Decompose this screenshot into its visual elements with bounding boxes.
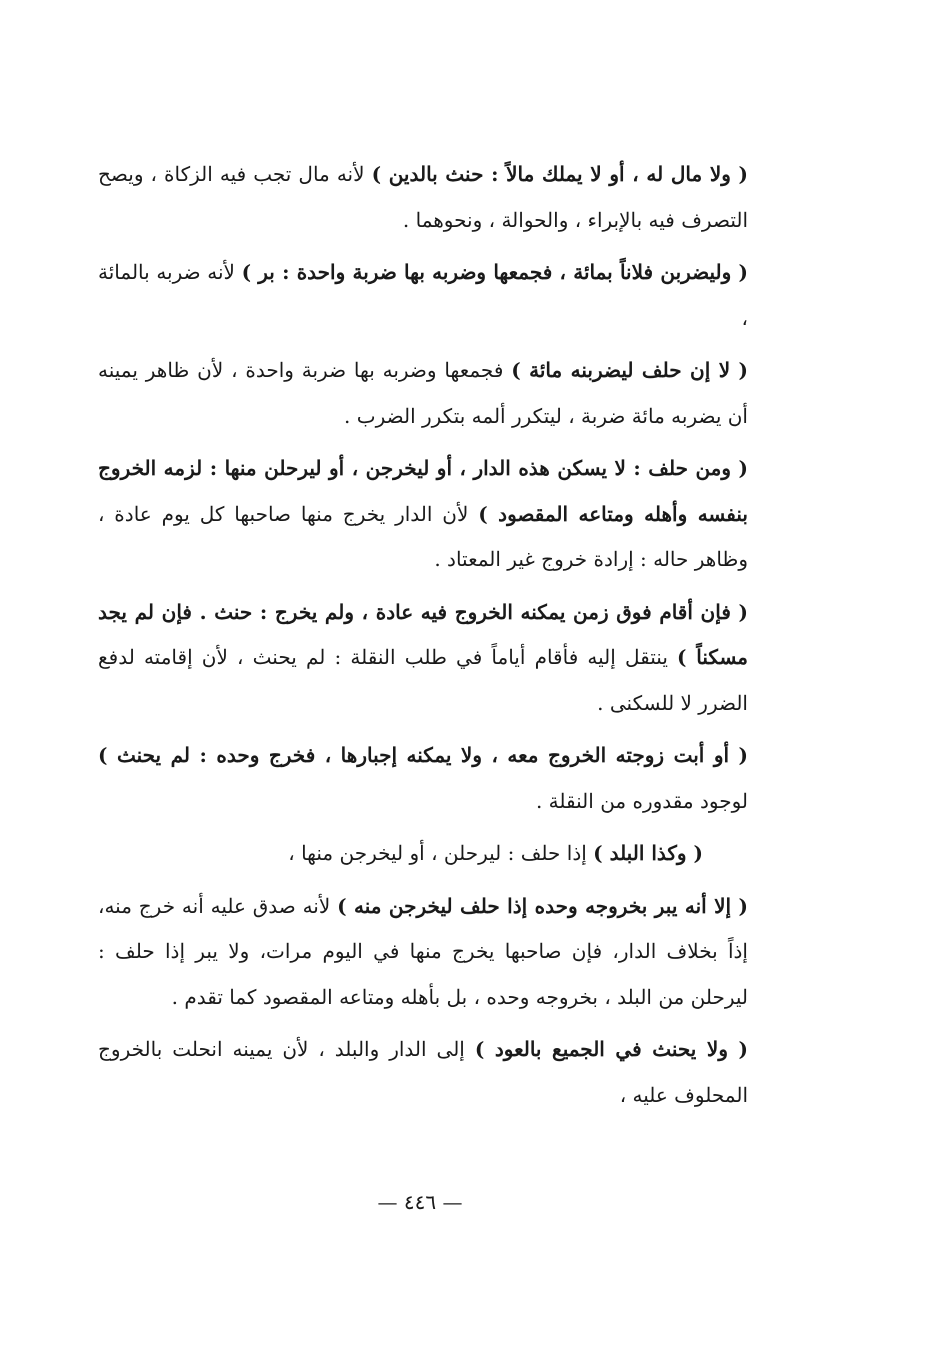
sharh-text: لأن الدار يخرج منها صاحبها كل يوم عادة ، وظاهر حاله : إرادة خروج غير المعتاد .: [98, 501, 748, 571]
matn-text: ( فإن أقام فوق زمن يمكنه الخروج فيه عادة ، ولم يخرج : حنث . فإن لم يجد مسكناً ): [98, 599, 748, 669]
sharh-text: لأنه صدق عليه أنه خرج منه، إذاً بخلاف الدار، فإن صاحبها يخرج منها في اليوم مرات، ولا يبر إذا حلف : ليرحلن من البلد ، بخروجه وحده ، بل بأهله ومتاعه المقصود كما تقدم .: [98, 893, 748, 1009]
paragraph-5: [98, 590, 748, 727]
matn-text: ( ومن حلف : لا يسكن هذه الدار ، أو ليخرجن ، أو ليرحلن منها : لزمه الخروج بنفسه وأهله ومتاعه المقصود ): [98, 456, 749, 526]
paragraph-6: [98, 733, 748, 824]
matn-text: ( ولا مال له ، أو لا يملك مالاً : حنث بالدين ): [371, 162, 749, 186]
paragraph-8: [98, 884, 748, 1021]
matn-text: ( وليضربن فلاناً بمائة ، فجمعها وضربه بها ضربة واحدة : بر ): [241, 260, 748, 284]
paragraph-1: [98, 152, 748, 243]
matn-text: ( ولا يحنث في الجميع بالعود ): [474, 1037, 749, 1061]
paragraph-3: [98, 348, 748, 439]
sharh-text: ينتقل إليه فأقام أياماً في طلب النقلة : لم يحنث ، لأن إقامته لدفع الضرر لا للسكنى .: [98, 645, 748, 715]
page-number: — ٤٤٦ —: [377, 1190, 463, 1214]
paragraph-4: [98, 446, 748, 583]
sharh-text: لوجود مقدوره من النقلة .: [535, 788, 748, 813]
sharh-text: إذا حلف : ليرحلن ، أو ليخرجن منها ،: [288, 841, 594, 865]
paragraph-2: [98, 250, 748, 341]
paragraph-7: [98, 831, 748, 877]
sharh-text: لأنه مال تجب فيه الزكاة ، ويصح التصرف فيه بالإبراء ، والحوالة ، ونحوهما .: [98, 162, 748, 232]
matn-text: ( لا إن حلف ليضربنه مائة ): [511, 358, 749, 382]
paragraph-9: [98, 1027, 748, 1118]
matn-text: ( أو أبت زوجته الخروج معه ، ولا يمكنه إجبارها ، فخرج وحده : لم يحنث ): [98, 743, 748, 767]
matn-text: ( وكذا البلد ): [593, 841, 703, 865]
sharh-text: لأنه ضربه بالمائة ،: [98, 260, 748, 330]
sharh-text: إلى الدار والبلد ، لأن يمينه انحلت بالخروج المحلوف عليه ،: [98, 1037, 748, 1107]
sharh-text: فجمعها وضربه بها ضربة واحدة ، لأن ظاهر يمينه أن يضربه مائة ضربة ، ليتكرر ألمه بتكرر الضرب .: [98, 358, 748, 428]
page-body: [98, 152, 748, 1125]
matn-text: ( إلا أنه يبر بخروجه وحده إذا حلف ليخرجن منه ): [337, 893, 748, 918]
